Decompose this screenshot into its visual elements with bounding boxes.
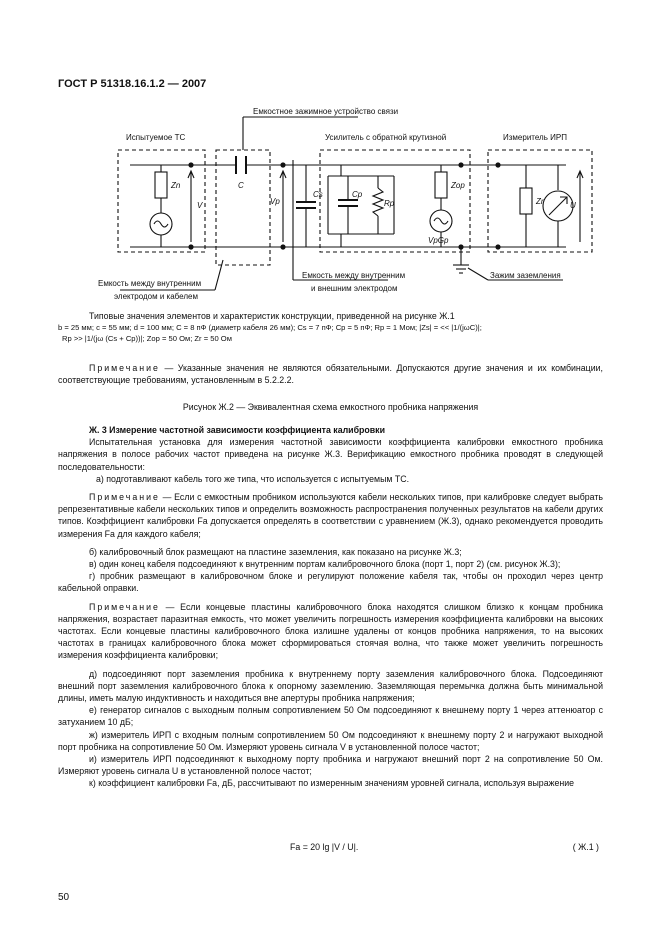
params-line-1: b = 25 мм; c = 55 мм; d = 100 мм; C = 8 пФ (диаметр кабеля 26 мм); Cs = 7 пФ; Cp = 5 пФ; Rp = 1 Мом; |Zs| = << |1/(jωC)|; [58,323,482,333]
zn-label: Zn [171,181,181,190]
note-1-word: Примечание [89,363,160,373]
figure-caption-block [58,401,603,413]
note-3-text: — Если концевые пластины калибровочного блока находятся слишком близко к концам пробника напряжения, возрастает паразитная емкость, что может увеличить погрешность измерения коэффициента калибровки на высоких частотах. Если концевые пластины калибровочного блока излишне удалены от концов пробника напряжения, то на высоких частотах в границах калибровочного блока может сформироваться стоячая волна, что также может увеличить погрешность измерения коэффициента калибровки; [58,601,603,661]
cap-electrodes-label-1: Емкость между внутренним [302,271,406,280]
note-1 [58,362,603,386]
item-d: д) подсоединяют порт заземления пробника к внутреннему порту заземления калибровочного блока. Подсоединяют внешний порт заземления калибровочного блока к опорному заземлению. Заземляющая перемычка должна быть минимальной длины, иметь малую индуктивность и находиться вне апертуры пробника напряжения; [58,668,603,704]
typical-values-intro: Типовые значения элементов и характеристик конструкции, приведенной на рисунке Ж.1 [89,311,455,321]
ground-clamp-label: Зажим заземления [490,271,561,280]
cap-inner-cable-label-2: электродом и кабелем [114,292,198,301]
item-a: а) подготавливают кабель того же типа, что используется с испытуемым ТС. [96,473,410,484]
vp-label: Vp [270,197,280,206]
cap-inner-cable-label-1: Емкость между внутренним [98,279,202,288]
item-zh: ж) измеритель ИРП с входным полным сопротивлением 50 Ом подсоединяют к внешнему порту 2 и нагружают выходной порт пробника на сопротивление 50 Ом. Измеряют уровень сигнала V в установленной полосе частот; [58,729,603,752]
item-e: е) генератор сигналов с выходным полным сопротивлением 50 Ом подсоединяют к внешнему порту 1 через аттенюатор с затуханием 10 дБ; [58,705,603,728]
formula: Fa = 20 lg |V / U|. [290,842,359,852]
intro-paragraph: Испытательная установка для измерения частотной зависимости коэффициента калибровки емкостного пробника напряжения в полосе рабочих частот приведена на рисунке Ж.3. Верификацию емкостного пробника проводят в следующей последовательности: [58,437,603,472]
note-3-word: Примечание [89,601,160,612]
cp-label: Cp [352,190,363,199]
eut-label: Испытуемое ТС [126,133,186,142]
coupling-device-label: Емкостное зажимное устройство связи [253,107,399,116]
meter-label: Измеритель ИРП [503,133,567,142]
item-b: б) калибровочный блок размещают на пластине заземления, как показано на рисунке Ж.3; [89,546,462,557]
u-label: U [570,201,576,210]
rp-label: Rp [384,199,395,208]
amplifier-label: Усилитель с обратной крутизной [325,133,447,142]
typical-values-block [58,310,603,344]
section-heading: Ж. 3 Измерение частотной зависимости коэффициента калибровки [89,425,385,435]
zop-label: Zop [451,181,465,190]
note-2-text: — Если с емкостным пробником используются кабели нескольких типов, при калибровке следует выбрать репрезентативные кабели нескольких типов и определить возможность распространения полученных результатов на кабели других типов. Коэффициент калибровки Fa допускается определять в соответствии с уравнением (Ж.3), однако рекомендуется проводить измерения Fa для каждого кабеля; [58,492,603,539]
page-number: 50 [58,892,70,903]
note-1-text: — Указанные значения не являются обязательными. Допускаются другие значения и их комбинации, соответствующие требованиям, установленным в 5.2.2.2. [58,363,603,386]
c-label: C [238,181,244,190]
item-v: в) один конец кабеля подсоединяют к внутренним портам калибровочного блока (порт 1, порт 2) (см. рисунок Ж.3); [89,559,561,570]
formula-number: ( Ж.1 ) [572,842,599,852]
figure-caption: Рисунок Ж.2 — Эквивалентная схема емкостного пробника напряжения [182,402,479,412]
document-header: ГОСТ Р 51318.16.1.2 — 2007 [58,78,207,90]
section-body [58,424,603,790]
cap-electrodes-label-2: и внешним электродом [311,284,398,293]
cs-label: Cs [313,190,323,199]
params-line-2: Rp >> |1/(jω (Cs + Cp))|; Zop = 50 Ом; Zr = 50 Ом [62,334,232,344]
vpgp-label: VpGp [428,236,449,245]
item-i: и) измеритель ИРП подсоединяют к выходному порту пробника и нагружают внешний порт 2 на сопротивление 50 Ом. Измеряют уровень сигнала U в установленной полосе частот; [58,754,603,777]
item-k: к) коэффициент калибровки Fa, дБ, рассчитывают по измеренным значениям уровней сигнала, используя выражение [89,778,575,789]
zr-label: Zr [536,197,544,206]
v-label: V [197,201,203,210]
item-g: г) пробник размещают в калибровочном блоке и регулируют положение кабеля так, чтобы он проходил через центр кабельной оправки. [58,571,603,594]
note-2-word: Примечание [89,492,160,503]
equivalent-circuit-diagram [58,100,603,310]
